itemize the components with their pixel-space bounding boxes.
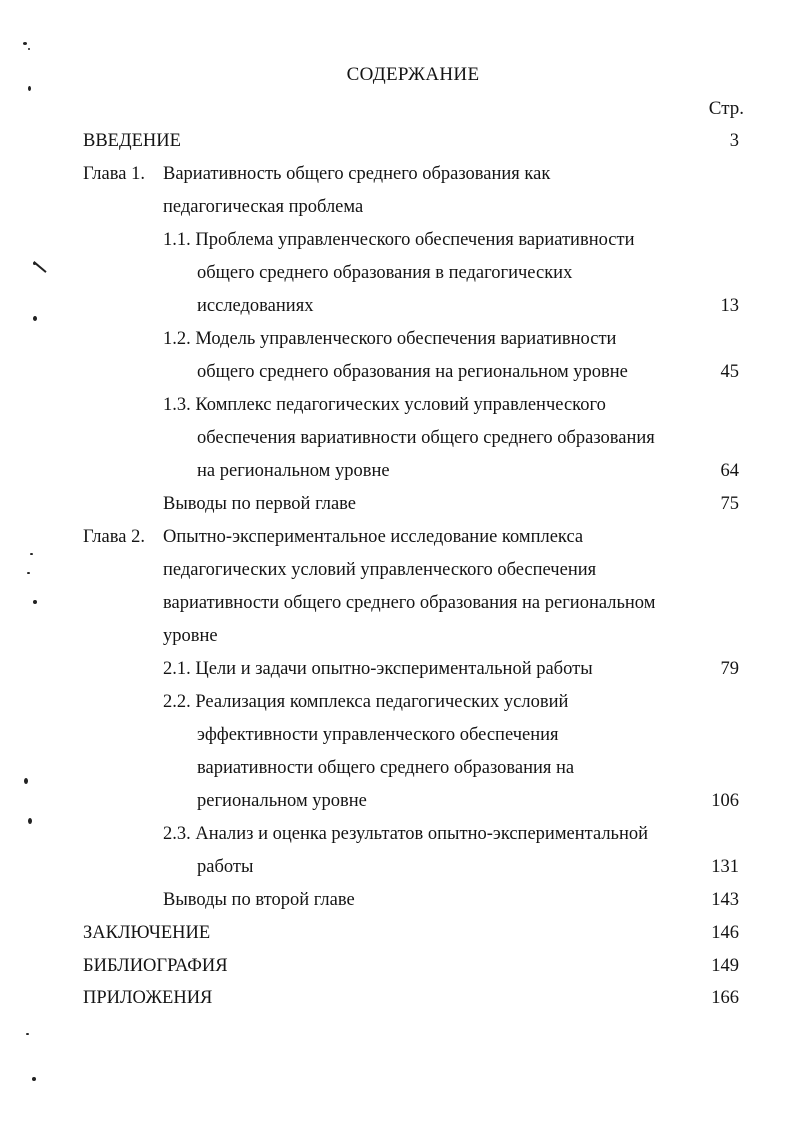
toc-entry-text: работы <box>197 857 254 877</box>
scan-speck <box>28 86 31 91</box>
toc-entry-text: 1.3. Комплекс педагогических условий управленческого <box>163 395 606 415</box>
toc-entry-text: 1.2. Модель управленческого обеспечения вариативности <box>163 329 617 349</box>
toc-entry-page: 45 <box>720 362 739 382</box>
toc-entry-text: педагогических условий управленческого обеспечения <box>163 560 597 580</box>
page-column-label: Стр. <box>708 98 744 119</box>
chapter-label: Глава 2. <box>83 527 145 547</box>
toc-entry-page: 143 <box>711 890 739 910</box>
toc-entry-text: обеспечения вариативности общего среднего образования <box>197 428 655 448</box>
scan-speck <box>32 1077 36 1081</box>
toc-entry-text: Опытно-экспериментальное исследование комплекса <box>163 527 584 547</box>
toc-entry-text: вариативности общего среднего образования на <box>197 758 575 778</box>
toc-entry-page: 131 <box>711 857 739 877</box>
toc-entry-text: педагогическая проблема <box>163 197 364 217</box>
toc-entry-page: 166 <box>711 988 739 1008</box>
scan-speck <box>33 600 37 604</box>
toc-entry-page: 75 <box>720 494 739 514</box>
toc-entry-page: 106 <box>711 791 739 811</box>
toc-entry-text: исследованиях <box>197 296 314 316</box>
toc-entry-text: общего среднего образования в педагогических <box>197 263 573 283</box>
toc-entry-text: Выводы по второй главе <box>163 890 355 910</box>
toc-entry-text: на региональном уровне <box>197 461 390 481</box>
toc-entry-text: БИБЛИОГРАФИЯ <box>83 956 228 976</box>
toc-entry-page: 79 <box>720 659 739 679</box>
chapter-label: Глава 1. <box>83 164 145 184</box>
toc-entry-text: региональном уровне <box>197 791 367 811</box>
toc-entry-page: 13 <box>720 296 739 316</box>
scan-speck <box>24 778 28 784</box>
toc-entry-text: 2.1. Цели и задачи опытно-экспериментальной работы <box>163 659 593 679</box>
toc-entry-text: ВВЕДЕНИЕ <box>83 131 181 151</box>
scan-speck <box>28 48 30 50</box>
scan-speck <box>33 316 37 321</box>
toc-entry-text: Выводы по первой главе <box>163 494 357 514</box>
toc-entry-text: ЗАКЛЮЧЕНИЕ <box>83 923 211 943</box>
toc-entry-text: 2.3. Анализ и оценка результатов опытно-экспериментальной <box>163 824 649 844</box>
toc-entry-page: 64 <box>720 461 739 481</box>
scan-speck <box>30 553 33 555</box>
scan-speck <box>26 1033 29 1035</box>
toc-entry-text: ПРИЛОЖЕНИЯ <box>83 988 213 1008</box>
toc-entry-text: уровне <box>163 626 218 646</box>
toc-entry-page: 3 <box>729 131 739 151</box>
toc-entry-page: 149 <box>711 956 739 976</box>
scan-speck <box>23 42 27 45</box>
scan-speck <box>27 572 30 574</box>
toc-entry-text: 1.1. Проблема управленческого обеспечения вариативности <box>163 230 635 250</box>
toc-entry-text: Вариативность общего среднего образования как <box>163 164 551 184</box>
toc-entry-text: 2.2. Реализация комплекса педагогических условий <box>163 692 569 712</box>
toc-entry-page: 146 <box>711 923 739 943</box>
toc-entry-text: общего среднего образования на региональном уровне <box>197 362 628 382</box>
scan-speck <box>28 818 32 824</box>
page-title: СОДЕРЖАНИЕ <box>346 64 480 85</box>
scan-speck <box>33 262 36 265</box>
toc-entry-text: вариативности общего среднего образования на региональном <box>163 593 656 613</box>
toc-entry-text: эффективности управленческого обеспечения <box>197 725 559 745</box>
